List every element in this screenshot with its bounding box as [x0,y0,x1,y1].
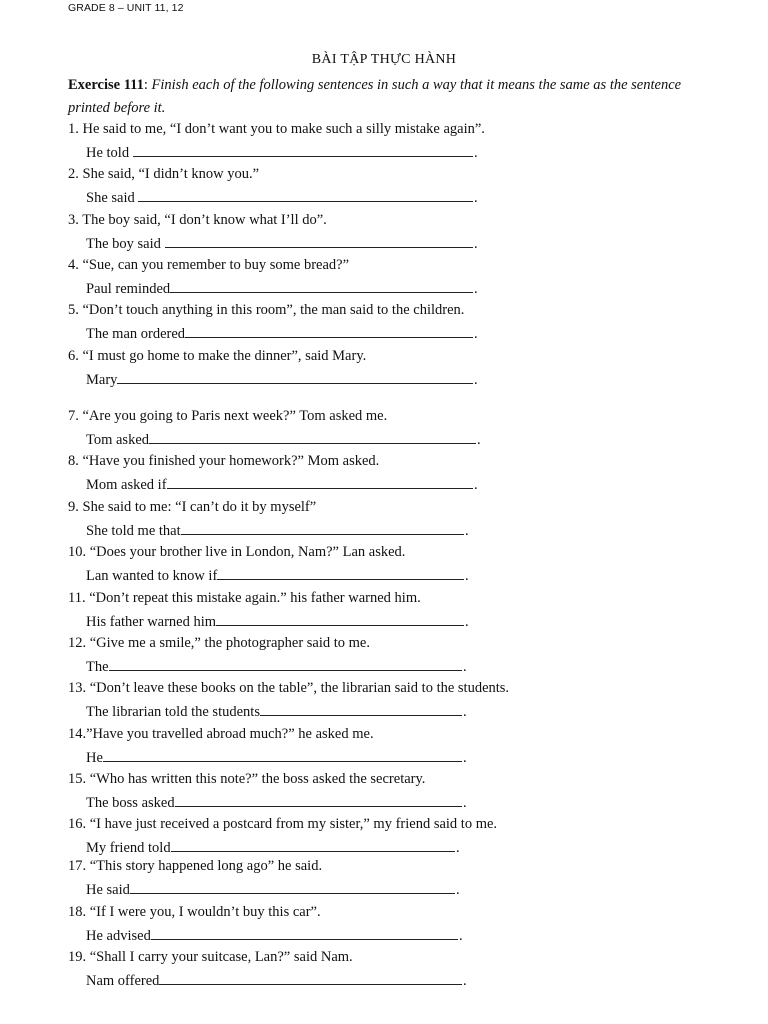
answer-lead: Tom asked [86,432,150,448]
answer-blank[interactable] [130,880,455,894]
answer-blank[interactable] [109,657,462,671]
answer-lead: Nam offered [86,973,160,989]
answer-end: . [465,523,469,539]
page-title: BÀI TẬP THỰC HÀNH [311,52,457,67]
answer-end: . [456,882,460,898]
exercise-instruction-text: Finish each of the following sentences in such a way that it means the same as the sentence printed before it. [68,77,682,116]
answer-end: . [474,326,478,342]
answer-line [86,926,463,945]
answer-end: . [463,973,467,989]
answer-line [86,143,478,162]
answer-lead: His father warned him [86,614,217,630]
answer-blank[interactable] [149,430,476,444]
answer-end: . [459,928,463,944]
question-text: 2. She said, “I didn’t know you.” [68,166,260,182]
answer-blank[interactable] [171,838,455,852]
answer-lead: She said [86,190,139,206]
answer-blank[interactable] [151,926,458,940]
answer-line [86,279,478,298]
answer-blank[interactable] [117,370,473,384]
answer-blank[interactable] [260,702,462,716]
answer-lead: He told [86,145,133,161]
answer-end: . [463,659,467,675]
question-text: 3. The boy said, “I don’t know what I’ll do”. [68,212,327,228]
question-text: 10. “Does your brother live in London, Nam?” Lan asked. [68,544,406,560]
answer-end: . [463,750,467,766]
answer-line [86,971,467,990]
question-text: 18. “If I were you, I wouldn’t buy this car”. [68,904,321,920]
answer-lead: Mary [86,372,118,388]
answer-lead: He advised [86,928,151,944]
answer-lead: He said [86,882,130,898]
answer-line [86,234,478,253]
answer-lead: Paul reminded [86,281,171,297]
answer-line [86,430,481,449]
answer-end: . [463,795,467,811]
answer-end: . [474,145,478,161]
question-text: 6. “I must go home to make the dinner”, said Mary. [68,348,367,364]
answer-line [86,188,478,207]
answer-line [86,793,467,812]
answer-blank[interactable] [181,521,464,535]
answer-line [86,324,478,343]
answer-lead: The [86,659,109,675]
question-text: 13. “Don’t leave these books on the table”, the librarian said to the students. [68,680,510,696]
answer-lead: Mom asked if [86,477,167,493]
answer-blank[interactable] [217,566,464,580]
answer-line [86,521,469,540]
answer-end: . [477,432,481,448]
answer-end: . [474,236,478,252]
question-text: 8. “Have you finished your homework?” Mom asked. [68,453,380,469]
answer-line [86,566,469,585]
answer-line [86,748,467,767]
exercise-instruction [68,74,708,119]
answer-line [86,475,478,494]
question-text: 19. “Shall I carry your suitcase, Lan?” said Nam. [68,949,353,965]
answer-blank[interactable] [138,188,473,202]
answer-end: . [474,372,478,388]
answer-end: . [465,568,469,584]
answer-lead: The boy said [86,236,165,252]
question-text: 9. She said to me: “I can’t do it by myself” [68,499,317,515]
answer-line [86,612,469,631]
question-text: 17. “This story happened long ago” he said. [68,858,323,874]
answer-line [86,702,467,721]
answer-lead: The man ordered [86,326,186,342]
answer-blank[interactable] [170,279,473,293]
answer-blank[interactable] [133,143,473,157]
answer-line [86,370,478,389]
answer-blank[interactable] [216,612,464,626]
answer-blank[interactable] [165,234,473,248]
answer-lead: The boss asked [86,795,175,811]
question-text: 16. “I have just received a postcard from my sister,” my friend said to me. [68,816,498,832]
answer-line [86,880,460,899]
answer-blank[interactable] [103,748,462,762]
exercise-colon: : [143,77,148,93]
question-text: 1. He said to me, “I don’t want you to make such a silly mistake again”. [68,121,485,137]
answer-end: . [474,281,478,297]
page-header: GRADE 8 – UNIT 11, 12 [68,2,184,14]
answer-lead: Lan wanted to know if [86,568,218,584]
question-text: 5. “Don’t touch anything in this room”, the man said to the children. [68,302,465,318]
answer-end: . [474,190,478,206]
answer-blank[interactable] [175,793,462,807]
exercise-label: Exercise 111 [68,77,144,93]
question-text: 14.”Have you travelled abroad much?” he asked me. [68,726,374,742]
answer-blank[interactable] [167,475,473,489]
answer-lead: He [86,750,103,766]
question-text: 11. “Don’t repeat this mistake again.” his father warned him. [68,590,421,606]
answer-lead: She told me that [86,523,181,539]
answer-end: . [463,704,467,720]
question-text: 4. “Sue, can you remember to buy some bread?” [68,257,350,273]
question-text: 12. “Give me a smile,” the photographer said to me. [68,635,370,651]
answer-end: . [465,614,469,630]
answer-blank[interactable] [185,324,473,338]
answer-end: . [474,477,478,493]
answer-lead: My friend told [86,840,171,856]
answer-end: . [456,840,460,856]
question-text: 15. “Who has written this note?” the boss asked the secretary. [68,771,426,787]
answer-line [86,657,467,676]
answer-blank[interactable] [159,971,462,985]
question-text: 7. “Are you going to Paris next week?” Tom asked me. [68,408,388,424]
answer-line [86,838,460,857]
answer-lead: The librarian told the students [86,704,260,720]
